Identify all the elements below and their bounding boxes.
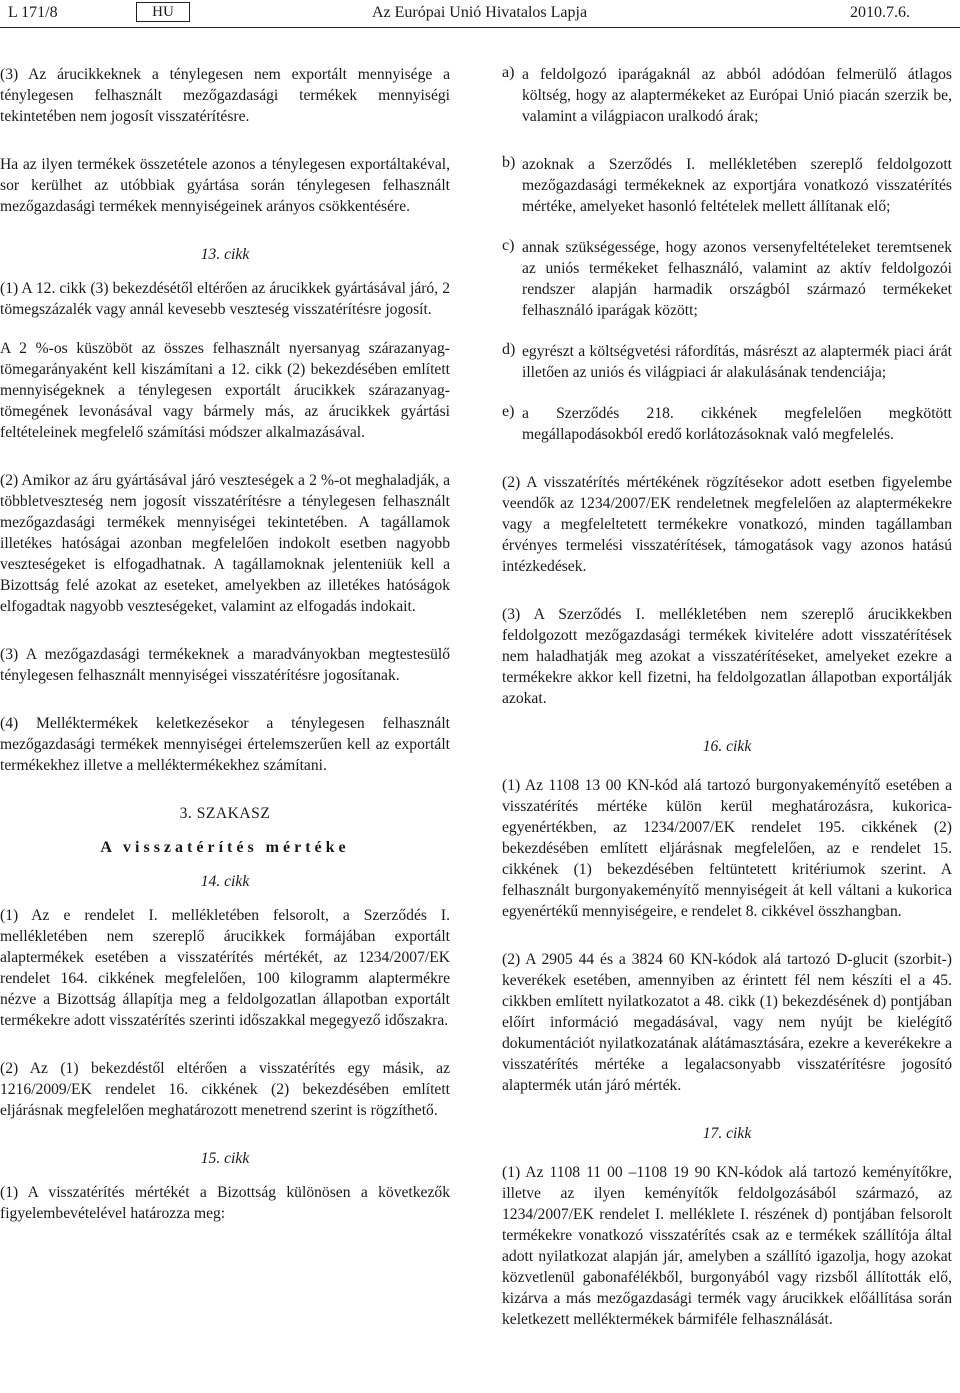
paragraph: (2) A 2905 44 és a 3824 60 KN-kódok alá tartozó D-glucit (szorbit-) keverékek esetében, amennyiben az érintett fél nem készíti el a 45. cikkben említett nyilatkozatot a 48. cikk (1) bekezdésének d) pontjában előírt információ megadásával, vagy nem nyújt be kielégítő dokumentációt nyilatkozatának alátámasztására, ezekre a keverékekre a visszatérítés mértéke a legalacsonyabb visszatérítésre jogosító alaptermék után járó mérték.: [502, 951, 952, 1094]
article-heading: 13. cikk: [200, 246, 250, 263]
list-item: [502, 64, 952, 127]
paragraph: (1) A visszatérítés mértékét a Bizottság különösen a következők figyelembevételével határozza meg:: [0, 1184, 450, 1222]
paragraph: (1) Az e rendelet I. mellékletében felsorolt, a Szerződés I. mellékletében nem szereplő árucikkek formájában exportált alaptermékek esetében a visszatérítés mértékét, az 1234/2007/EK rendelet 164. cikkének megfelelően, 100 kilogramm alaptermékre nézve a Bizottság állapítja meg a feldolgozatlan állapotban exportált termékekre adott visszatérítés szerinti időszakkal megegyező időszakra.: [0, 907, 450, 1029]
paragraph: (2) Az (1) bekezdéstől eltérően a visszatérítés egy másik, az 1216/2009/EK rendelet 16. cikkének (2) bekezdésében említett eljárásnak megfelelően meghatározott menetrend szerint is rögzíthető.: [0, 1060, 450, 1119]
paragraph: (1) Az 1108 11 00 –1108 19 90 KN-kódok alá tartozó keményítőkre, illetve az ilyen keményítők feldolgozásából származó, az 1234/2007/EK rendelet I. melléklete I. részének d) pontjában felsorolt termékekre vonatkozó visszatérítés csak az e termékek szállítója által adott nyilatkozat alapján jár, amelyben a szállító igazolja, hogy azokat közvetlenül gabonafélékből, burgonyából vagy rizsből állították elő, kizárva a más mezőgazdasági termék vagy árucikkek előállítása során keletkezett melléktermékek bármiféle felhasználását.: [502, 1164, 952, 1328]
list-item-text: egyrészt a költségvetési ráfordítás, másrészt az alaptermék piaci árát illetően az uniós és világpiaci ár alakulásának tendenciája;: [522, 343, 952, 381]
publication-date: 2010.7.6.: [850, 4, 910, 21]
list-item: [502, 154, 952, 217]
page-header: [0, 0, 960, 26]
paragraph: (4) Melléktermékek keletkezésekor a ténylegesen felhasznált mezőgazdasági termékek mennyiségei értelemszerűen kell az exportált termékekhez illetve a melléktermékekhez számítani.: [0, 715, 450, 774]
list-item-label: e): [502, 403, 515, 420]
paragraph: (3) A mezőgazdasági termékeknek a maradványokban megtestesülő ténylegesen felhasznált mennyiségei visszatérítésre jogosítanak.: [0, 646, 450, 684]
list-item-text: azoknak a Szerződés I. mellékletében szereplő feldolgozott mezőgazdasági termékeknek az exportjára vonatkozó visszatérítés mértéke, amelyeket hasonló feltételek mellett állítanak elő;: [522, 156, 952, 215]
list-item-text: a feldolgozó iparágaknál az abból adódóan felmerülő átlagos költség, hogy az alaptermékeket az Európai Unió piacán szerzik be, valamint a világpiacon uralkodó árak;: [522, 66, 952, 125]
paragraph: (3) A Szerződés I. mellékletében nem szereplő árucikkekben feldolgozott mezőgazdasági termékek kivitelére adott visszatérítések nem haladhatják meg azokat a visszatérítéseket, amelyeket ezekre a termékekre akkor kell fizetni, ha feldolgozatlan állapotban exportálják azokat.: [502, 606, 952, 707]
list-item-label: b): [502, 154, 516, 171]
paragraph: A 2 %-os küszöböt az összes felhasznált nyersanyag szárazanyag-tömegarányaként kell kiszámítani a 12. cikk (2) bekezdésében említett mennyiségeknek a ténylegesen exportált árucikkek szárazanyag-tömegének levonásával vagy bármely más, az árucikkek gyártási feltételeinek megfelelő számítási módszer alkalmazásával.: [0, 340, 450, 441]
journal-title: Az Európai Unió Hivatalos Lapja: [372, 4, 588, 21]
section-number: 3. SZAKASZ: [179, 805, 271, 822]
paragraph: (2) A visszatérítés mértékének rögzítésekor adott esetben figyelembe veendők az 1234/2007/EK rendeletnek megfelelően az alaptermékekre vagy a megfeleltetett termékekre vonatkozó, minden tagállamban érvényes termelési visszatérítések, támogatások vagy azonos hatású intézkedések.: [502, 474, 952, 575]
left-column: [0, 64, 450, 1224]
paragraph: (2) Amikor az áru gyártásával járó veszteségek a 2 %-ot meghaladják, a többletveszteség nem jogosít visszatérítésre a ténylegesen felhasznált mezőgazdasági termékek mennyiségei tekintetében. A tagállamok illetékes hatóságai azonban megfelelően indokolt esetben nagyobb veszteségeket is elfogadhatnak. A tagállamoknak jelenteniük kell a Bizottság felé azokat az eseteket, amelyekben az illetékes hatóságok elfogadtak nagyobb veszteségeket, valamint az elfogadás indokait.: [0, 472, 450, 615]
list-item-text: annak szükségessége, hogy azonos versenyfeltételeket teremtsenek az uniós termékeket felhasználó, valamint az aktív feldolgozói rendszer alapján harmadik országból származó termékeket felhasználó iparágak között;: [522, 239, 952, 319]
list-item: [502, 403, 952, 445]
paragraph: Ha az ilyen termékek összetétele azonos a ténylegesen exportáltakéval, sor kerülhet az utóbbiak gyártása során ténylegesen felhasznált mezőgazdasági termékek mennyiségeinek arányos csökkentésére.: [0, 156, 450, 215]
list-item-text: a Szerződés 218. cikkének megfelelően megkötött megállapodásokból eredő korlátozásoknak való megfelelés.: [522, 405, 952, 443]
section-title: A visszatérítés mértéke: [100, 839, 350, 856]
paragraph: (3) Az árucikkeknek a ténylegesen nem exportált mennyisége a ténylegesen felhasznált mezőgazdasági termékek mennyiségi tekintetében nem jogosít visszatérítésre.: [0, 66, 450, 125]
language-code-box: HU: [136, 2, 190, 22]
article-heading: 15. cikk: [200, 1150, 250, 1167]
article-heading: 17. cikk: [702, 1125, 752, 1142]
paragraph: (1) A 12. cikk (3) bekezdésétől eltérően az árucikkek gyártásával járó, 2 tömegszázalék vagy annál kevesebb veszteség visszatérítésre jogosít.: [0, 280, 450, 318]
header-rule: [0, 27, 960, 28]
list-item-label: d): [502, 341, 516, 358]
list-item-label: a): [502, 64, 515, 81]
list-item: [502, 341, 952, 383]
paragraph: (1) Az 1108 13 00 KN-kód alá tartozó burgonyakeményítő esetében a visszatérítés mértéke külön kerül meghatározásra, kukorica-egyenértékben, az 1234/2007/EK rendelet 195. cikkének (2) bekezdésében említett eljárásnak megfelelően, az e rendelet 15. cikkének (1) bekezdésében feltüntetett kritériumok szerint. A felhasznált burgonyakeményítő mennyiségeit át kell váltani a kukorica egyenértékű mennyiségeire, e rendelet 8. cikkével összhangban.: [502, 777, 952, 920]
right-column: [502, 64, 952, 1330]
page-reference: L 171/8: [8, 4, 58, 21]
article-heading: 14. cikk: [200, 873, 250, 890]
list-item-label: c): [502, 237, 515, 254]
list-item: [502, 237, 952, 321]
article-heading: 16. cikk: [702, 738, 752, 755]
